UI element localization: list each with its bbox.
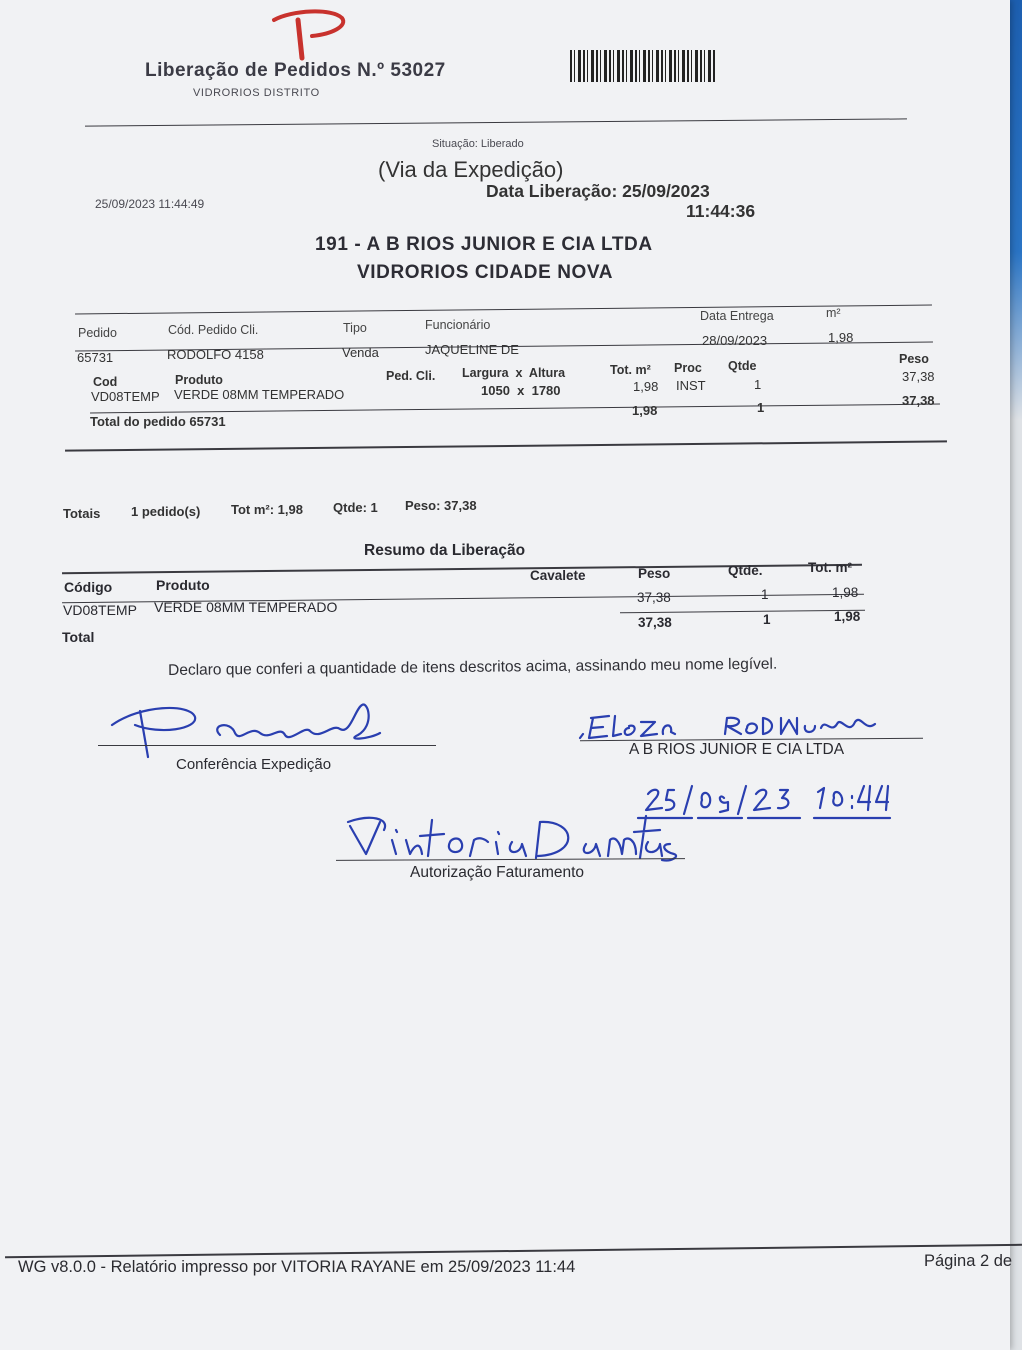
totais-pedidos: 1 pedido(s) bbox=[131, 504, 201, 519]
divider bbox=[85, 118, 907, 126]
col-header-m2: m² bbox=[826, 306, 841, 320]
col-header-cod-pedido-cli: Cód. Pedido Cli. bbox=[168, 323, 259, 337]
order-total-label: Total do pedido 65731 bbox=[90, 414, 226, 429]
company-name: 191 - A B RIOS JUNIOR E CIA LTDA bbox=[315, 234, 653, 255]
signature-line-conferencia bbox=[98, 745, 436, 746]
declaration-text: Declaro que conferi a quantidade de itens descritos acima, assinando meu nome legível. bbox=[168, 655, 778, 679]
item-cod: VD08TEMP bbox=[91, 389, 160, 404]
resumo-total-tot-m2: 1,98 bbox=[834, 609, 861, 624]
order-data-entrega: 28/09/2023 bbox=[702, 333, 768, 348]
item-header-qtde: Qtde bbox=[728, 359, 757, 373]
resumo-total-peso: 37,38 bbox=[638, 615, 672, 630]
item-peso: 37,38 bbox=[902, 369, 935, 384]
footer-divider bbox=[5, 1244, 1022, 1258]
divider bbox=[90, 404, 940, 414]
document-subtitle: VIDRORIOS DISTRITO bbox=[193, 87, 320, 99]
resumo-title: Resumo da Liberação bbox=[364, 542, 526, 559]
resumo-header-tot-m2: Tot. m² bbox=[808, 560, 852, 575]
item-header-tot-m2: Tot. m² bbox=[610, 363, 651, 377]
resumo-row-produto: VERDE 08MM TEMPERADO bbox=[154, 599, 338, 615]
print-timestamp: 25/09/2023 11:44:49 bbox=[95, 197, 205, 211]
document-title: Liberação de Pedidos N.º 53027 bbox=[145, 60, 446, 81]
item-header-peso: Peso bbox=[899, 352, 929, 366]
resumo-total-label: Total bbox=[62, 629, 95, 645]
order-cod-pedido-cli: RODOLFO 4158 bbox=[167, 347, 264, 362]
totais-label: Totais bbox=[63, 506, 101, 521]
col-header-pedido: Pedido bbox=[78, 326, 117, 340]
resumo-header-codigo: Código bbox=[64, 579, 113, 595]
order-total-peso: 37,38 bbox=[902, 393, 935, 408]
client-label: A B RIOS JUNIOR E CIA LTDA bbox=[629, 741, 845, 758]
divider bbox=[65, 440, 947, 451]
item-produto: VERDE 08MM TEMPERADO bbox=[174, 387, 345, 402]
item-header-largura-altura: Largura x Altura bbox=[462, 366, 566, 380]
company-logo-icon bbox=[262, 6, 352, 66]
data-liberacao: Data Liberação: 25/09/2023 bbox=[486, 181, 710, 201]
footer-report-info: WG v8.0.0 - Relatório impresso por VITORIA RAYANE em 25/09/2023 11:44 bbox=[18, 1258, 576, 1276]
divider bbox=[75, 305, 932, 315]
item-header-produto: Produto bbox=[175, 373, 223, 387]
order-total-m2: 1,98 bbox=[632, 403, 658, 418]
resumo-row-qtde: 1 bbox=[761, 587, 769, 602]
signature-conferencia bbox=[100, 695, 390, 760]
barcode bbox=[570, 50, 715, 82]
order-total-qtde: 1 bbox=[757, 400, 765, 415]
resumo-header-cavalete: Cavalete bbox=[530, 568, 586, 583]
situacao-label: Situação: Liberado bbox=[432, 138, 524, 150]
resumo-header-peso: Peso bbox=[638, 566, 671, 581]
item-header-cod: Cod bbox=[93, 375, 118, 389]
resumo-total-qtde: 1 bbox=[763, 612, 771, 627]
divider bbox=[620, 610, 865, 614]
item-proc: INST bbox=[676, 378, 706, 393]
item-qtde: 1 bbox=[754, 377, 762, 392]
via-label: (Via da Expedição) bbox=[378, 157, 564, 182]
item-header-ped-cli: Ped. Cli. bbox=[386, 369, 436, 383]
order-pedido: 65731 bbox=[77, 350, 114, 365]
order-tipo: Venda bbox=[342, 345, 379, 360]
item-tot-m2: 1,98 bbox=[633, 379, 659, 394]
col-header-data-entrega: Data Entrega bbox=[700, 309, 774, 323]
col-header-funcionario: Funcionário bbox=[425, 318, 491, 332]
resumo-header-qtde: Qtde. bbox=[728, 563, 763, 578]
order-m2: 1,98 bbox=[828, 330, 854, 345]
totais-qtde: Qtde: 1 bbox=[333, 500, 378, 515]
resumo-row-tot-m2: 1,98 bbox=[832, 585, 859, 600]
totais-peso: Peso: 37,38 bbox=[405, 498, 477, 513]
item-header-proc: Proc bbox=[674, 361, 702, 375]
resumo-header-produto: Produto bbox=[156, 577, 210, 593]
company-branch: VIDRORIOS CIDADE NOVA bbox=[357, 262, 614, 283]
item-dimensoes: 1050 x 1780 bbox=[481, 383, 561, 398]
resumo-row-peso: 37,38 bbox=[637, 590, 671, 605]
order-funcionario: JAQUELINE DE bbox=[425, 342, 519, 357]
resumo-row-codigo: VD08TEMP bbox=[63, 602, 137, 618]
conferencia-label: Conferência Expedição bbox=[176, 756, 332, 773]
hora-liberacao: 11:44:36 bbox=[686, 201, 756, 221]
col-header-tipo: Tipo bbox=[343, 321, 367, 335]
autorizacao-label: Autorização Faturamento bbox=[410, 864, 585, 881]
footer-page-number: Página 2 de bbox=[924, 1252, 1013, 1270]
totais-tot-m2: Tot m²: 1,98 bbox=[231, 502, 303, 517]
